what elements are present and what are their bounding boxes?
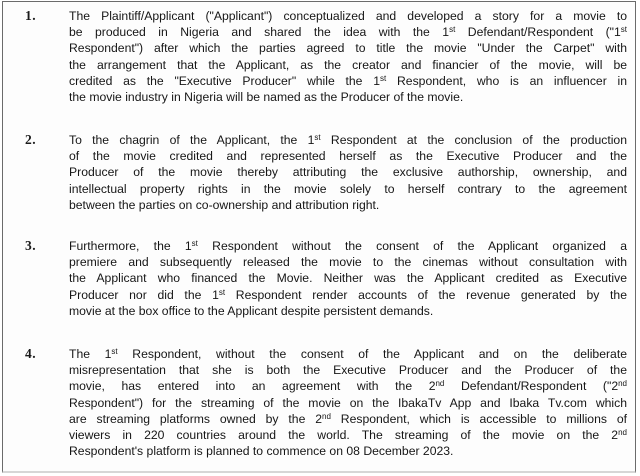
paragraph-number: 1. xyxy=(25,8,37,23)
paragraph-line xyxy=(69,8,627,24)
document-page xyxy=(2,1,636,473)
paragraph-number: 3. xyxy=(25,238,37,253)
line-text: movie, has entered into an agreement with the 2 xyxy=(69,379,436,394)
paragraph-text xyxy=(69,132,627,213)
paragraph-line xyxy=(69,24,627,40)
line-text: intellectual property rights in the movie solely to herself contrary to the agreement xyxy=(69,181,627,196)
ordinal-suffix: st xyxy=(314,133,321,142)
line-text: the Applicant who financed the Movie. Neither was the Applicant credited as Executive xyxy=(69,271,627,286)
line-text: Respondent") after which the parties agreed to title the movie "Under the Carpet" with xyxy=(69,41,627,56)
line-text: The Plaintiff/Applicant ("Applicant") conceptualized and developed a story for a movie to xyxy=(69,9,627,23)
paragraph-line xyxy=(69,164,627,180)
line-text: credited as the "Executive Producer" while the 1 xyxy=(69,73,380,88)
paragraph-line xyxy=(69,362,627,378)
line-text: premiere and subsequently released the movie to the cinemas without consultation with xyxy=(69,255,627,270)
paragraph-line xyxy=(69,238,627,254)
ordinal-suffix: st xyxy=(449,25,456,35)
paragraph-line xyxy=(69,427,627,443)
paragraph-line xyxy=(69,346,627,362)
paragraph-line xyxy=(69,254,627,270)
line-text: Defendant/Respondent ("2 xyxy=(444,379,619,394)
line-text: be produced in Nigeria and shared the idea with the 1 xyxy=(69,25,450,40)
line-text: Defendant/Respondent ("1 xyxy=(455,25,621,40)
paragraph-text xyxy=(69,238,627,319)
line-text: between the parties on co-ownership and attribution right. xyxy=(69,197,380,212)
ordinal-suffix: st xyxy=(218,287,226,297)
paragraph-line xyxy=(69,395,627,411)
line-text: Respondent's platform is planned to commence on 08 December 2023. xyxy=(69,444,454,459)
paragraph-line xyxy=(69,443,627,459)
line-text: Respondent, without the consent of the Applicant and on the deliberate xyxy=(117,347,627,361)
ordinal-suffix: nd xyxy=(618,428,627,438)
line-text: Producer of the movie thereby attributing the exclusive authorship, ownership, and xyxy=(69,165,627,180)
line-text: Respondent render accounts of the revenue generated by the xyxy=(225,287,627,302)
line-text: Respondent without the consent of the Applicant organized a xyxy=(197,239,627,253)
paragraph-line xyxy=(69,148,627,164)
paragraph-line xyxy=(69,287,627,303)
paragraph-text xyxy=(69,8,627,105)
line-text: Respondent") for the streaming of the movie on the IbakaTv App and Ibaka Tv.com which xyxy=(69,395,627,410)
paragraph-line xyxy=(69,197,627,213)
line-text: misrepresentation that she is both the Executive Producer and the Producer of the xyxy=(69,363,627,378)
paragraph-line xyxy=(69,89,627,105)
line-text: of the movie credited and represented herself as the Executive Producer and the xyxy=(69,149,627,164)
paragraph-line xyxy=(69,303,627,319)
paragraph-line xyxy=(69,40,627,56)
line-text: The 1 xyxy=(69,347,112,361)
ordinal-suffix: st xyxy=(191,239,198,248)
paragraph-line xyxy=(69,378,627,394)
line-text: Respondent, which is accessible to millions of xyxy=(330,411,627,426)
paragraph-line xyxy=(69,411,627,427)
line-text: To the chagrin of the Applicant, the 1 xyxy=(69,133,315,147)
paragraph-text xyxy=(69,346,627,459)
ordinal-suffix: st xyxy=(380,73,387,83)
line-text: the movie industry in Nigeria will be named as the Producer of the movie. xyxy=(69,90,464,105)
line-text: movie at the box office to the Applicant despite persistent demands. xyxy=(69,303,434,318)
line-text: Furthermore, the 1 xyxy=(69,239,192,253)
line-text: viewers in 220 countries around the world. The streaming of the movie on the 2 xyxy=(69,428,619,443)
ordinal-suffix: st xyxy=(620,25,628,35)
line-text: Producer nor did the 1 xyxy=(69,287,219,302)
paragraph-number: 4. xyxy=(25,346,37,361)
paragraph-line xyxy=(69,57,627,73)
paragraph-line xyxy=(69,73,627,89)
paragraph-line xyxy=(69,132,627,148)
paragraph-line xyxy=(69,270,627,286)
ordinal-suffix: st xyxy=(111,347,118,356)
line-text: are streaming platforms owned by the 2 xyxy=(69,411,323,426)
line-text: Respondent at the conclusion of the production xyxy=(320,133,627,147)
line-text: the arrangement that the Applicant, as the creator and financier of the movie, will be xyxy=(69,57,627,72)
paragraph-number: 2. xyxy=(25,132,37,147)
line-text: Respondent, who is an influencer in xyxy=(386,73,628,88)
ordinal-suffix: nd xyxy=(322,411,331,421)
ordinal-suffix: nd xyxy=(435,379,445,389)
ordinal-suffix: nd xyxy=(618,379,627,389)
paragraph-line xyxy=(69,181,627,197)
